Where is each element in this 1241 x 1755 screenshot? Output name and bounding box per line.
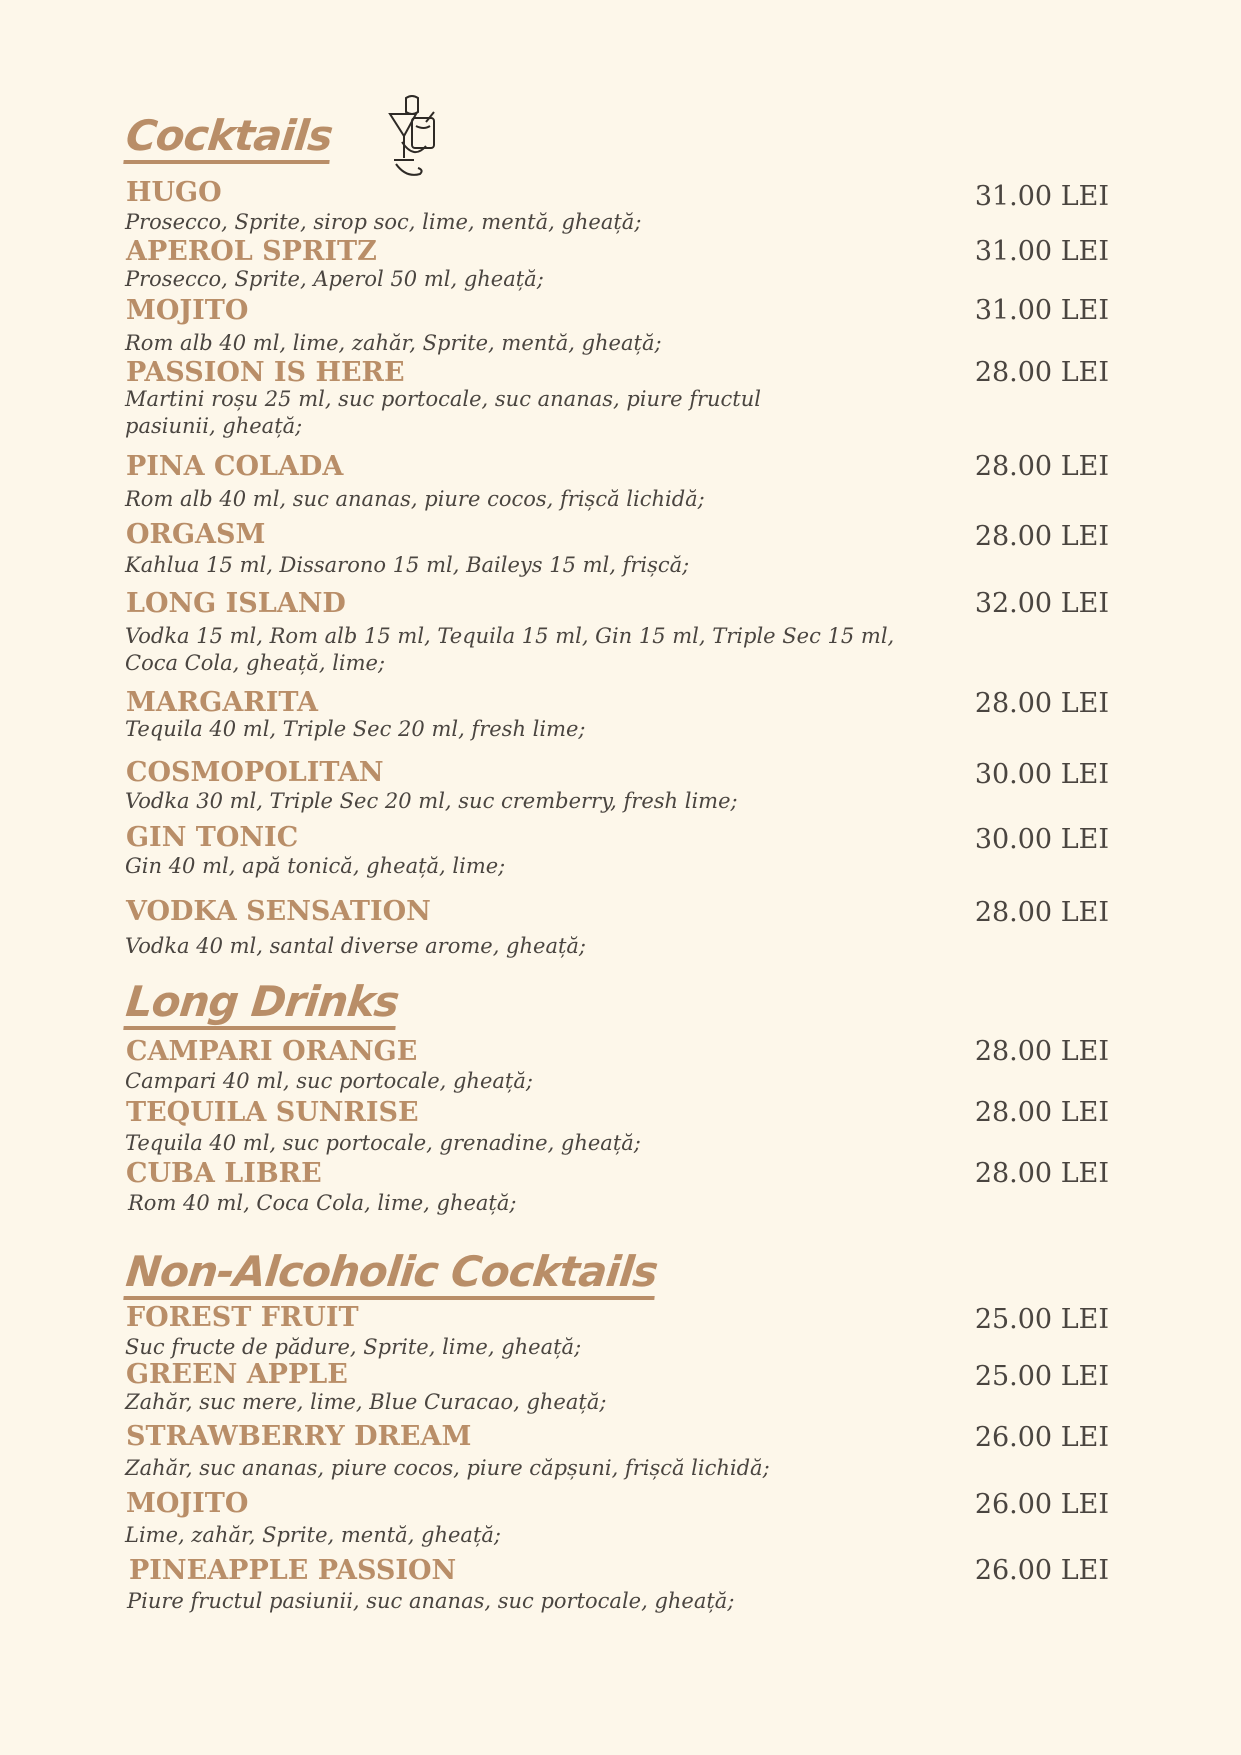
item-description: Zahăr, suc mere, lime, Blue Curacao, gheață; (125, 1390, 607, 1414)
item-description: Rom alb 40 ml, suc ananas, piure cocos, frișcă lichidă; (125, 487, 705, 511)
item-description: Martini roșu 25 ml, suc portocale, suc ananas, piure fructul pasiunii, gheață; (125, 387, 761, 438)
item-description: Tequila 40 ml, suc portocale, grenadine, gheață; (125, 1131, 641, 1155)
item-name: PASSION IS HERE (126, 357, 405, 388)
item-price: 32.00 LEI (974, 588, 1109, 619)
item-price: 26.00 LEI (974, 1422, 1109, 1453)
item-price: 25.00 LEI (974, 1361, 1109, 1392)
item-price: 30.00 LEI (974, 824, 1109, 855)
item-price: 26.00 LEI (974, 1555, 1109, 1586)
item-description: Prosecco, Sprite, sirop soc, lime, mentă, gheață; (125, 210, 642, 234)
item-description: Rom alb 40 ml, lime, zahăr, Sprite, mentă, gheață; (125, 331, 662, 355)
section-title-long-drinks: Long Drinks (123, 978, 400, 1030)
item-description: Rom 40 ml, Coca Cola, lime, gheață; (128, 1191, 517, 1215)
item-name: CUBA LIBRE (126, 1158, 322, 1189)
item-description: Suc fructe de pădure, Sprite, lime, gheață; (125, 1335, 582, 1359)
item-name: LONG ISLAND (126, 588, 346, 619)
item-description: Prosecco, Sprite, Aperol 50 ml, gheață; (125, 267, 544, 291)
item-price: 28.00 LEI (974, 521, 1109, 552)
item-price: 28.00 LEI (974, 897, 1109, 928)
item-name: FOREST FRUIT (126, 1302, 359, 1333)
item-name: PINA COLADA (126, 451, 344, 482)
item-description: Campari 40 ml, suc portocale, gheață; (125, 1069, 533, 1093)
item-name: APEROL SPRITZ (126, 236, 377, 267)
item-name: CAMPARI ORANGE (126, 1036, 418, 1067)
item-name: ORGASM (126, 519, 266, 550)
item-description: Piure fructul pasiunii, suc ananas, suc portocale, gheață; (127, 1589, 735, 1613)
section-title-cocktails: Cocktails (123, 112, 334, 164)
item-description: Lime, zahăr, Sprite, mentă, gheață; (125, 1523, 501, 1547)
item-price: 31.00 LEI (974, 295, 1109, 326)
item-name: MOJITO (126, 295, 249, 326)
item-name: GIN TONIC (126, 822, 299, 853)
item-name: TEQUILA SUNRISE (126, 1097, 419, 1128)
item-description: Gin 40 ml, apă tonică, gheață, lime; (125, 854, 506, 878)
item-price: 25.00 LEI (974, 1304, 1109, 1335)
item-name: MARGARITA (126, 687, 318, 718)
item-description: Tequila 40 ml, Triple Sec 20 ml, fresh lime; (125, 717, 586, 741)
item-price: 28.00 LEI (974, 1158, 1109, 1189)
item-description: Vodka 15 ml, Rom alb 15 ml, Tequila 15 ml, Gin 15 ml, Triple Sec 15 ml, Coca Cola, gheață, lime; (125, 624, 895, 675)
item-description: Kahlua 15 ml, Dissarono 15 ml, Baileys 15 ml, frișcă; (125, 553, 690, 577)
item-name: HUGO (126, 177, 222, 208)
item-price: 26.00 LEI (974, 1489, 1109, 1520)
item-price: 28.00 LEI (974, 451, 1109, 482)
item-price: 28.00 LEI (974, 688, 1109, 719)
item-name: VODKA SENSATION (126, 896, 431, 927)
item-name: STRAWBERRY DREAM (126, 1421, 472, 1452)
item-description: Vodka 40 ml, santal diverse arome, gheață; (125, 934, 587, 958)
item-price: 31.00 LEI (974, 181, 1109, 212)
cocktail-glasses-icon (382, 92, 454, 178)
item-name: MOJITO (126, 1488, 249, 1519)
item-price: 28.00 LEI (974, 1036, 1109, 1067)
section-title-non-alcoholic: Non-Alcoholic Cocktails (123, 1248, 659, 1300)
item-description: Zahăr, suc ananas, piure cocos, piure căpșuni, frișcă lichidă; (125, 1456, 770, 1480)
item-name: PINEAPPLE PASSION (129, 1555, 457, 1586)
item-price: 31.00 LEI (974, 236, 1109, 267)
item-description: Vodka 30 ml, Triple Sec 20 ml, suc cremberry, fresh lime; (125, 789, 738, 813)
item-price: 30.00 LEI (974, 759, 1109, 790)
item-price: 28.00 LEI (974, 357, 1109, 388)
item-name: COSMOPOLITAN (126, 757, 384, 788)
item-name: GREEN APPLE (126, 1359, 348, 1390)
item-price: 28.00 LEI (974, 1097, 1109, 1128)
